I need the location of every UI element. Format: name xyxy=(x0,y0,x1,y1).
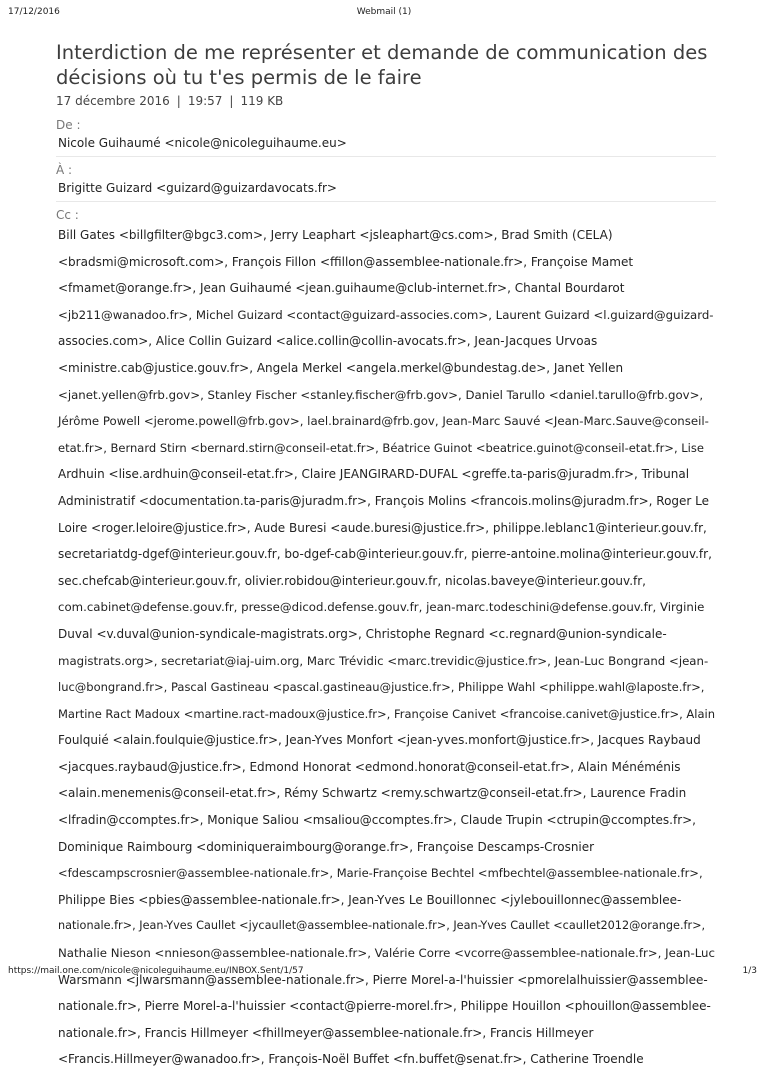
cc-recipient-line[interactable]: etat.fr>, Bernard Stirn <bernard.stirn@conseil-etat.fr>, Béatrice Guinot <beatrice.guinot@conseil-etat.fr>, Lise xyxy=(58,440,704,455)
cc-recipient-line[interactable]: <lfradin@ccomptes.fr>, Monique Saliou <msaliou@ccomptes.fr>, Claude Trupin <ctrupin@ccomptes.fr>, xyxy=(58,813,696,828)
cc-recipient-line[interactable]: Ardhuin <lise.ardhuin@conseil-etat.fr>, Claire JEANGIRARD-DUFAL <greffe.ta-paris@juradm.fr>, Tribunal xyxy=(58,467,690,482)
cc-recipient-line[interactable]: nationale.fr>, Jean-Yves Caullet <jycaullet@assemblee-nationale.fr>, Jean-Yves Caullet <caullet2012@orange.fr>, xyxy=(58,919,706,933)
recipient-address[interactable]: Brigitte Guizard <guizard@guizardavocats.fr> xyxy=(58,181,337,195)
print-footer xyxy=(0,966,768,980)
cc-recipient-line[interactable]: <bradsmi@microsoft.com>, François Fillon <ffillon@assemblee-nationale.fr>, Françoise Mamet xyxy=(58,254,634,269)
print-date: 17/12/2016 xyxy=(8,7,60,17)
print-url: https://mail.one.com/nicole@nicoleguihaume.eu/INBOX.Sent/1/57 xyxy=(8,966,304,976)
print-page-number: 1/3 xyxy=(742,966,757,976)
print-header xyxy=(0,7,768,21)
meta-separator: | xyxy=(229,94,234,108)
cc-recipient-line[interactable]: Loire <roger.leloire@justice.fr>, Aude Buresi <aude.buresi@justice.fr>, philippe.leblanc1@interieur.gouv.fr, xyxy=(58,520,707,535)
cc-recipient-line[interactable]: luc@bongrand.fr>, Pascal Gastineau <pascal.gastineau@justice.fr>, Philippe Wahl <philippe.wahl@laposte.fr>, xyxy=(58,680,705,695)
email-meta xyxy=(56,94,716,112)
email-time: 19:57 xyxy=(187,94,223,108)
cc-recipient-line[interactable]: Duval <v.duval@union-syndicale-magistrats.org>, Christophe Regnard <c.regnard@union-syndicale- xyxy=(58,626,667,641)
cc-recipient-line[interactable]: associes.com>, Alice Collin Guizard <alice.collin@collin-avocats.fr>, Jean-Jacques Urvoas xyxy=(58,334,598,349)
email-subject: Interdiction de me représenter et demande de communication des décisions où tu t'es permis de le faire xyxy=(56,41,708,89)
cc-recipient-line[interactable]: secretariatdg-dgef@interieur.gouv.fr, bo-dgef-cab@interieur.gouv.fr, pierre-antoine.molina@interieur.gouv.fr, xyxy=(58,547,712,562)
cc-recipient-line[interactable]: Administratif <documentation.ta-paris@juradm.fr>, François Molins <francois.molins@juradm.fr>, Roger Le xyxy=(58,493,710,508)
email-size: 119 KB xyxy=(240,94,284,108)
from-field xyxy=(56,112,716,157)
from-label: De : xyxy=(56,118,81,132)
cc-recipient-line[interactable]: Bill Gates <billgfilter@bgc3.com>, Jerry Leaphart <jsleaphart@cs.com>, Brad Smith (CELA) xyxy=(58,228,613,242)
cc-recipients xyxy=(56,222,716,1079)
email-message xyxy=(56,40,716,1079)
cc-recipient-line[interactable]: <Francis.Hillmeyer@wanadoo.fr>, François-Noël Buffet <fn.buffet@senat.fr>, Catherine Troendle xyxy=(58,1052,644,1067)
cc-recipient-line[interactable]: com.cabinet@defense.gouv.fr, presse@dicod.defense.gouv.fr, jean-marc.todeschini@defense.gouv.fr, Virginie xyxy=(58,600,705,615)
sender-address[interactable]: Nicole Guihaumé <nicole@nicoleguihaume.eu> xyxy=(58,136,347,150)
cc-recipient-line[interactable]: Dominique Raimbourg <dominiqueraimbourg@orange.fr>, Françoise Descamps-Crosnier xyxy=(58,839,595,854)
cc-recipient-line[interactable]: Foulquié <alain.foulquie@justice.fr>, Jean-Yves Monfort <jean-yves.monfort@justice.fr>, Jacques Raybaud xyxy=(58,733,701,748)
meta-separator: | xyxy=(176,94,181,108)
cc-recipient-line[interactable]: <ministre.cab@justice.gouv.fr>, Angela Merkel <angela.merkel@bundestag.de>, Janet Yellen xyxy=(58,360,624,375)
cc-recipient-line[interactable]: <alain.menemenis@conseil-etat.fr>, Rémy Schwartz <remy.schwartz@conseil-etat.fr>, Laurence Fradin xyxy=(58,786,687,801)
cc-recipient-line[interactable]: <fdescampscrosnier@assemblee-nationale.fr>, Marie-Françoise Bechtel <mfbechtel@assemblee-nationale.fr>, xyxy=(58,866,703,881)
cc-recipient-line[interactable]: <fmamet@orange.fr>, Jean Guihaumé <jean.guihaume@club-internet.fr>, Chantal Bourdarot xyxy=(58,281,625,296)
cc-recipient-line[interactable]: <janet.yellen@frb.gov>, Stanley Fischer <stanley.fischer@frb.gov>, Daniel Tarullo <daniel.tarullo@frb.gov>, xyxy=(58,387,704,402)
cc-recipient-line[interactable]: Warsmann <jlwarsmann@assemblee-nationale.fr>, Pierre Morel-a-l'huissier <pmorelalhuissier@assemblee- xyxy=(58,972,708,987)
cc-field xyxy=(56,202,716,1079)
cc-recipient-line[interactable]: Philippe Bies <pbies@assemblee-nationale.fr>, Jean-Yves Le Bouillonnec <jylebouillonnec@assemblee- xyxy=(58,892,682,907)
cc-recipient-line[interactable]: sec.chefcab@interieur.gouv.fr, olivier.robidou@interieur.gouv.fr, nicolas.baveye@interieur.gouv.fr, xyxy=(58,573,646,588)
cc-recipient-line[interactable]: nationale.fr>, Pierre Morel-a-l'huissier <contact@pierre-morel.fr>, Philippe Houillon <phouillon@assemblee- xyxy=(58,999,711,1014)
cc-recipient-line[interactable]: Martine Ract Madoux <martine.ract-madoux@justice.fr>, Françoise Canivet <francoise.canivet@justice.fr>, Alain xyxy=(58,706,716,721)
to-field xyxy=(56,157,716,202)
print-page-title: Webmail (1) xyxy=(356,7,412,17)
cc-recipient-line[interactable]: <jacques.raybaud@justice.fr>, Edmond Honorat <edmond.honorat@conseil-etat.fr>, Alain Ménéménis xyxy=(58,759,681,774)
email-date: 17 décembre 2016 xyxy=(56,94,170,108)
cc-recipient-line[interactable]: magistrats.org>, secretariat@iaj-uim.org, Marc Trévidic <marc.trevidic@justice.fr>, Jean-Luc Bongrand <jean- xyxy=(58,653,709,668)
to-label: À : xyxy=(56,163,73,177)
cc-label: Cc : xyxy=(56,208,79,222)
cc-recipient-line[interactable]: <jb211@wanadoo.fr>, Michel Guizard <contact@guizard-associes.com>, Laurent Guizard <l.guizard@guizard- xyxy=(58,307,714,322)
cc-recipient-line[interactable]: Nathalie Nieson <nnieson@assemblee-nationale.fr>, Valérie Corre <vcorre@assemblee-nationale.fr>, Jean-Luc xyxy=(58,946,715,961)
cc-recipient-line[interactable]: nationale.fr>, Francis Hillmeyer <fhillmeyer@assemblee-nationale.fr>, Francis Hillmeyer xyxy=(58,1025,594,1040)
cc-recipient-line[interactable]: Jérôme Powell <jerome.powell@frb.gov>, lael.brainard@frb.gov, Jean-Marc Sauvé <Jean-Marc.Sauve@conseil- xyxy=(58,414,709,429)
